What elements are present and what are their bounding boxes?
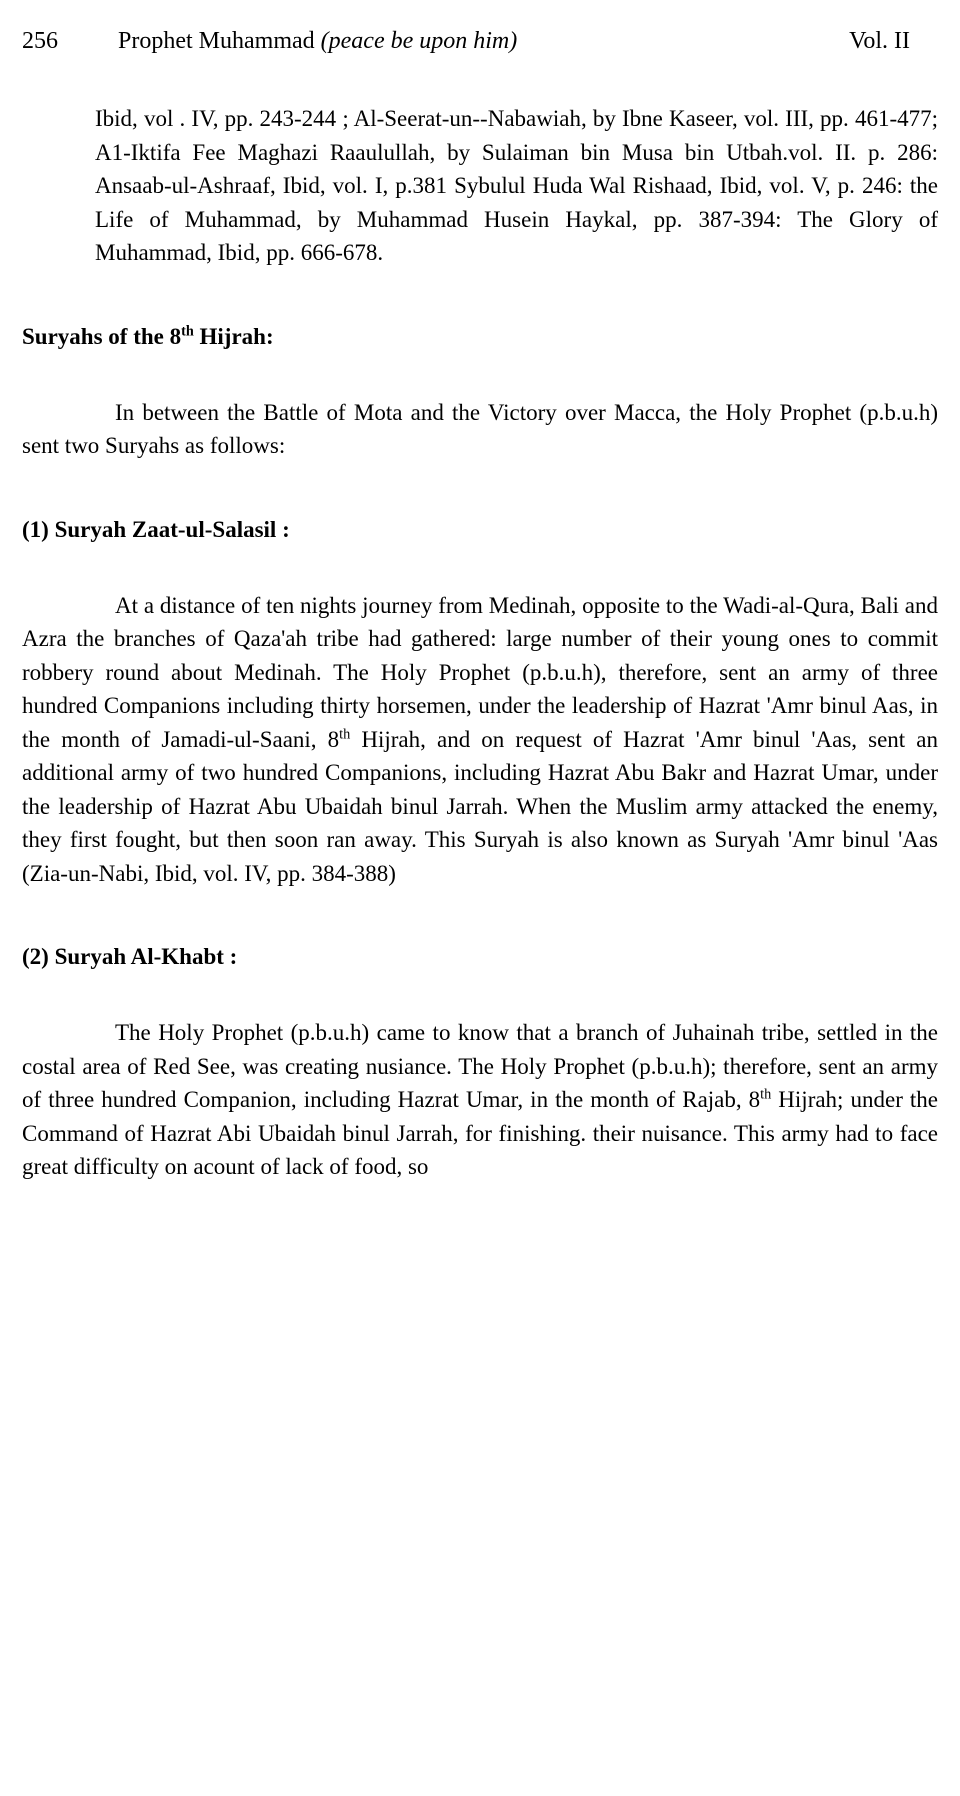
section-heading-suryah-2: (2) Suryah Al-Khabt : (22, 944, 238, 969)
suryah-2-text-a: The Holy Prophet (p.b.u.h) came to know that a branch of Juhainah tribe, settled in the costal area of Red See, was creating nusiance. The Holy Prophet (p.b.u.h); therefore, sent an army of three hundred Companion, including Hazrat Umar, in the month of Rajab, 8 (22, 1020, 938, 1112)
suryah-1-superscript: th (339, 725, 351, 742)
suryah-2-superscript: th (760, 1086, 772, 1103)
page-header (22, 26, 938, 56)
section-heading-suryah-1: (1) Suryah Zaat-ul-Salasil : (22, 516, 290, 542)
heading-suryahs-superscript: th (181, 322, 194, 339)
running-title-text: Prophet Muhammad (118, 28, 321, 54)
heading-suryahs-text-a: Suryahs of the 8 (22, 323, 182, 349)
volume-label: Vol. II (849, 28, 910, 54)
suryah-1-text-b: Hijrah, and on request of Hazrat 'Amr binul 'Aas, sent an additional army of two hundred Companions, including Hazrat Abu Bakr and Hazrat Umar, under the leadership of Hazrat Abu Ubaidah binul Jarrah. When the Muslim army attacked the enemy, they first fought, but then soon ran away. This Suryah is also known as Suryah 'Amr binul 'Aas (Zia-un-Nabi, Ibid, vol. IV, pp. 384-388) (22, 726, 938, 886)
suryah-1-paragraph (22, 589, 938, 891)
suryah-1-text-a: At a distance of ten nights journey from Medinah, opposite to the Wadi-al-Qura, Bali and Azra the branches of Qaza'ah tribe had gathered: large number of their young ones to commit robbery round about Medinah. The Holy Prophet (p.b.u.h), therefore, sent an army of three hundred Companions including thirty horsemen, under the leadership of Hazrat 'Amr binul Aas, in the month of Jamadi-ul-Saani, 8 (22, 592, 938, 752)
heading-suryahs-text-b: Hijrah: (193, 323, 274, 349)
running-title (118, 26, 517, 56)
citation-paragraph: Ibid, vol . IV, pp. 243-244 ; Al-Seerat-un--Nabawiah, by Ibne Kaseer, vol. III, pp. 461-477; A1-Iktifa Fee Maghazi Raaulullah, by Sulaiman bin Musa bin Utbah.vol. II. p. 286: Ansaab-ul-Ashraaf, Ibid, vol. I, p.381 Sybulul Huda Wal Rishaad, Ibid, vol. V, p. 246: the Life of Muhammad, by Muhammad Husein Haykal, pp. 387-394: The Glory of Muhammad, Ibid, pp. 666-678. (95, 106, 938, 265)
section-heading-suryahs (22, 322, 938, 352)
intro-paragraph: In between the Battle of Mota and the Victory over Macca, the Holy Prophet (p.b.u.h) sent two Suryahs as follows: (22, 399, 938, 458)
suryah-2-paragraph (22, 1016, 938, 1184)
running-title-italic: (peace be upon him) (320, 28, 518, 54)
page-number: 256 (22, 28, 58, 54)
suryah-2-text-b: Hijrah; under the Command of Hazrat Abi Ubaidah binul Jarrah, for finishing. their nuisance. This army had to face great difficulty on acount of lack of food, so (22, 1087, 938, 1179)
